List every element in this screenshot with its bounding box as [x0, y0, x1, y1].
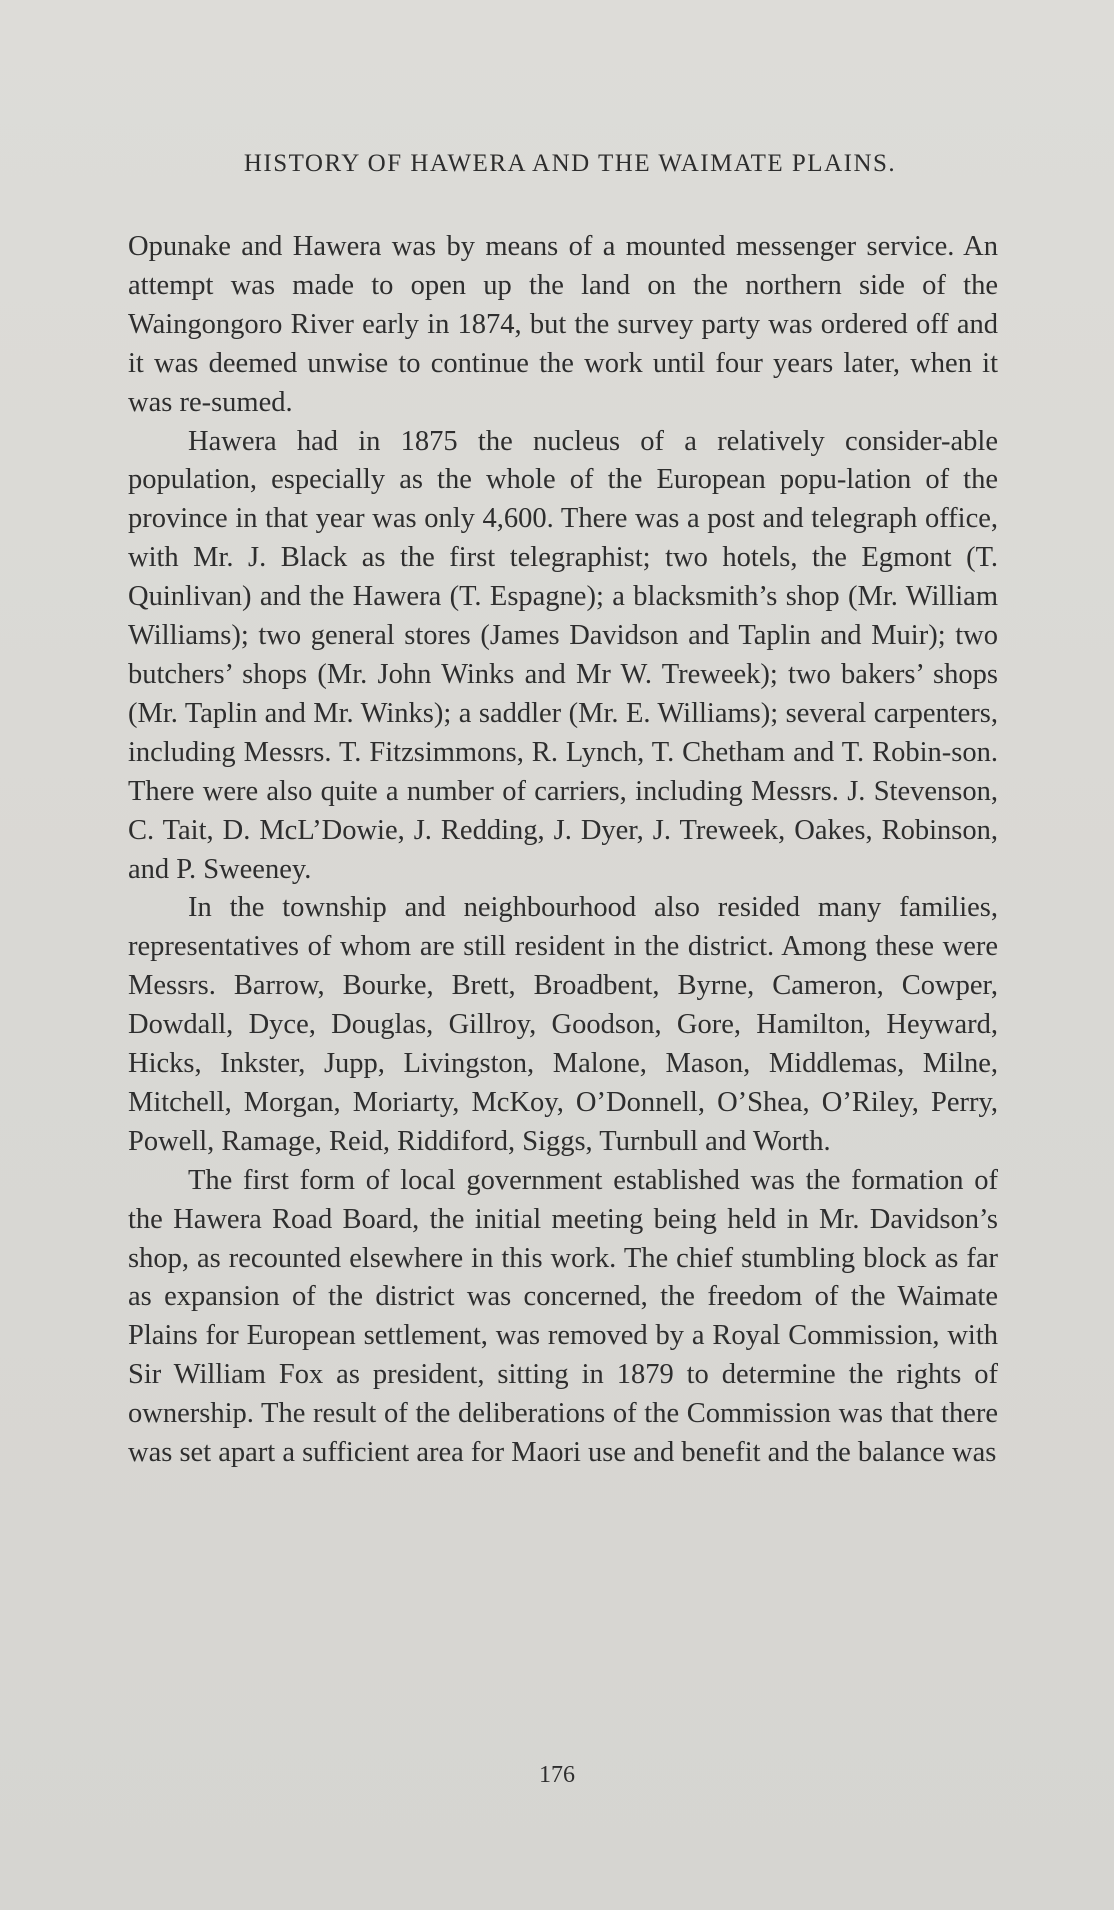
paragraph-1: Opunake and Hawera was by means of a mounted messenger service. An attempt was made to open up the land on the northern side of the Waingongoro River early in 1874, but the survey party was ordered off and it was deemed unwise to continue the work until four years later, when it was re-sumed. [128, 231, 998, 418]
running-header: HISTORY OF HAWERA AND THE WAIMATE PLAINS. [243, 150, 897, 177]
paragraph-2: Hawera had in 1875 the nucleus of a relatively consider-able population, especially as the whole of the European popu-lation of the province in that year was only 4,600. There was a post and telegraph office, with Mr. J. Black as the first telegraphist; two hotels, the Egmont (T. Quinlivan) and the Hawera (T. Espagne); a blacksmith’s shop (Mr. William Williams); two general stores (James Davidson and Taplin and Muir); two butchers’ shops (Mr. John Winks and Mr W. Treweek); two bakers’ shops (Mr. Taplin and Mr. Winks); a saddler (Mr. E. Williams); several carpenters, including Messrs. T. Fitzsimmons, R. Lynch, T. Chetham and T. Robin-son. There were also quite a number of carriers, including Messrs. J. Stevenson, C. Tait, D. McL’Dowie, J. Redding, J. Dyer, J. Treweek, Oakes, Robinson, and P. Sweeney. [128, 425, 998, 885]
paragraph-4: The first form of local government established was the formation of the Hawera Road Board, the initial meeting being held in Mr. Davidson’s shop, as recounted elsewhere in this work. The chief stumbling block as far as expansion of the district was concerned, the freedom of the Waimate Plains for European settlement, was removed by a Royal Commission, with Sir William Fox as president, sitting in 1879 to determine the rights of ownership. The result of the deliberations of the Commission was that there was set apart a sufficient area for Maori use and benefit and the balance was [128, 1164, 998, 1469]
page-number: 176 [539, 1762, 575, 1788]
paragraph-3: In the township and neighbourhood also resided many families, representatives of whom are still resident in the district. Among these were Messrs. Barrow, Bourke, Brett, Broadbent, Byrne, Cameron, Cowper, Dowdall, Dyce, Douglas, Gillroy, Goodson, Gore, Hamilton, Heyward, Hicks, Inkster, Jupp, Livingston, Malone, Mason, Middlemas, Milne, Mitchell, Morgan, Moriarty, McKoy, O’Donnell, O’Shea, O’Riley, Perry, Powell, Ramage, Reid, Riddiford, Siggs, Turnbull and Worth. [128, 892, 998, 1157]
body-text [128, 228, 998, 1473]
